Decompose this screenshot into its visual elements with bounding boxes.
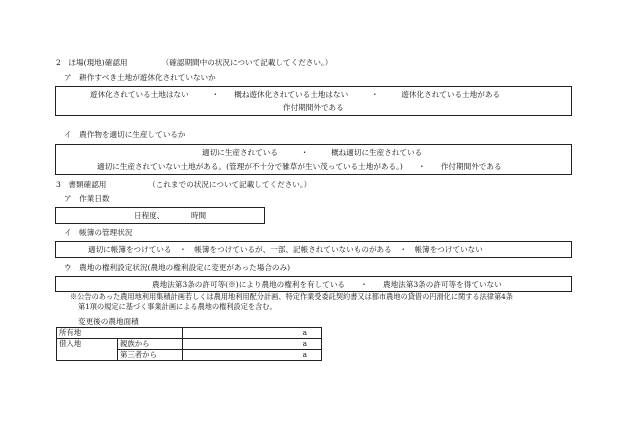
section-3a-title: ア 作業日数 [64,194,110,203]
rented-label: 借入地 [57,339,118,361]
third-party-area-value: a [183,350,322,361]
table-row [57,328,322,339]
section-3u-box [55,276,572,292]
section-3a-box [55,207,265,224]
section-2i-options-1: 適切に生産されている ・ 概ね適切に生産されている [202,148,423,157]
section-3i-title: イ 帳簿の管理状況 [64,228,133,237]
section-2i-title: イ 農作物を適切に生産しているか [64,130,186,139]
section-2a-box [55,86,572,116]
section-2i-box [55,144,572,175]
ledger-options: 適切に帳簿をつけている ・ 帳簿をつけているが、一部、記帳されていないものがある ・ 帳簿をつけていない [88,245,483,254]
note-line-1: ※公告のあった農用地利用集積計画若しくは農用地利用配分計画、特定作業受委託契約書又は都市農地の貸借の円滑化に関する法律第4条 [70,292,513,301]
rights-options: 農地法第3条の許可等(※)により農地の権利を有している ・ 農地法第3条の許可等を得ていない [152,280,502,289]
section-2i-options-2: 適切に生産されていない土地がある。(管理が不十分で雑草が生い茂っている土地がある。) ・ 作付期間外である [97,162,502,171]
note-line-2: 第1項の規定に基づく事業計画による農地の権利設定を含む。 [78,302,277,311]
work-days-field: 日程度、 時間 [134,211,207,220]
owned-area-value: a [183,328,322,339]
area-title: 変更後の農地面積 [78,317,139,326]
section-3i-box [55,241,572,258]
third-party-label: 第三者から [118,350,183,361]
section-2-heading: 2 ほ場(現地)確認用 （確認期間中の状況について記載してください。） [56,58,333,67]
area-table [56,327,322,361]
section-3-heading: 3 書類確認用 （これまでの状況について記載してください。） [56,180,312,189]
section-2a-options: 遊休化されている土地はない ・ 概ね遊休化されている土地はない ・ 遊休化されている土地がある [90,90,501,99]
owned-label: 所有地 [57,328,183,339]
section-3u-title: ウ 農地の権利設定状況(農地の権利設定に変更があった場合のみ) [64,263,291,272]
relatives-label: 親族から [118,339,183,350]
relatives-area-value: a [183,339,322,350]
table-row [57,339,322,350]
section-2a-title: ア 耕作すべき土地が遊休化されていないか [64,73,216,82]
section-2a-option-offseason: 作付期間外である [283,103,344,112]
